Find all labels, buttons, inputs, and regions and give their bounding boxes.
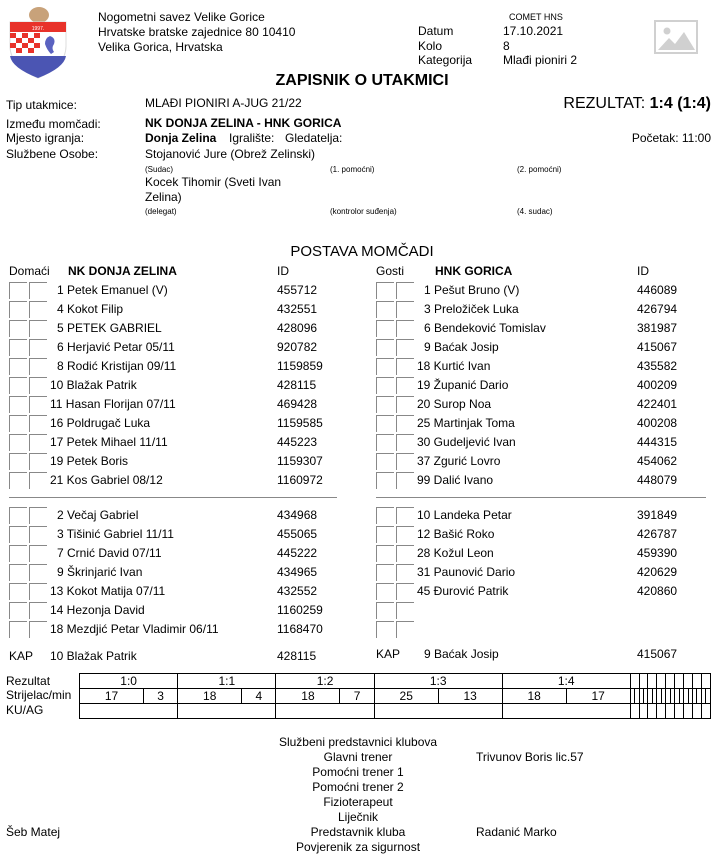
checkbox-cell[interactable] — [396, 507, 414, 524]
player-name: 9 Škrinjarić Ivan — [57, 565, 143, 579]
goals-row-label: Rezultat — [6, 674, 51, 688]
player-name: 25 Martinjak Toma — [417, 416, 515, 430]
player-name: 18 Mezdjić Petar Vladimir 06/11 — [50, 622, 219, 636]
checkbox-cell[interactable] — [376, 339, 394, 356]
goal-score-cell — [692, 674, 701, 689]
checkbox-cell[interactable] — [29, 564, 47, 581]
checkbox-cell[interactable] — [29, 339, 47, 356]
player-row — [376, 375, 716, 394]
checkbox-cell[interactable] — [9, 564, 27, 581]
player-name: 10 Blažak Patrik — [50, 378, 137, 392]
checkbox-cell[interactable] — [9, 472, 27, 489]
player-id: 446089 — [637, 283, 678, 297]
checkbox-cell[interactable] — [376, 358, 394, 375]
controller-role: (kontrolor suđenja) — [330, 207, 397, 216]
home-divider — [9, 497, 337, 498]
checkbox-cell[interactable] — [396, 358, 414, 375]
checkbox-cell[interactable] — [396, 339, 414, 356]
player-id: 455065 — [277, 527, 318, 541]
checkbox-cell[interactable] — [29, 545, 47, 562]
checkbox-cell[interactable] — [376, 621, 394, 638]
player-id: 426794 — [637, 302, 678, 316]
goal-score-cell — [639, 674, 648, 689]
checkbox-cell[interactable] — [29, 434, 47, 451]
goal-scorer-cell: 18 — [276, 689, 340, 704]
checkbox-cell[interactable] — [29, 602, 47, 619]
checkbox-cell[interactable] — [396, 621, 414, 638]
away-side-label: Gosti — [376, 264, 405, 278]
player-id: 455712 — [277, 283, 318, 297]
player-id: 400208 — [637, 416, 678, 430]
player-id: 454062 — [637, 454, 678, 468]
player-id: 1168470 — [277, 622, 323, 636]
player-id: 432551 — [277, 302, 318, 316]
player-id: 448079 — [637, 473, 678, 487]
checkbox-cell[interactable] — [29, 358, 47, 375]
official-role: Predstavnik kluba — [310, 825, 406, 839]
checkbox-cell[interactable] — [29, 507, 47, 524]
player-name: 1 Petek Emanuel (V) — [57, 283, 168, 297]
checkbox-cell[interactable] — [396, 377, 414, 394]
player-name: 6 Bendeković Tomislav — [424, 321, 546, 335]
player-row — [9, 280, 349, 299]
goal-kuag-cell — [80, 704, 178, 719]
official-role: Pomoćni trener 2 — [312, 780, 404, 794]
checkbox-cell[interactable] — [29, 472, 47, 489]
player-row — [376, 470, 716, 489]
page-title: ZAPISNIK O UTAKMICI — [275, 72, 449, 89]
checkbox-cell[interactable] — [29, 377, 47, 394]
mjesto-label: Mjesto igranja: — [6, 131, 85, 145]
player-row — [9, 394, 349, 413]
goal-kuag-cell — [684, 704, 693, 719]
result-label: REZULTAT: — [563, 95, 646, 112]
official-role: Liječnik — [337, 810, 379, 824]
away-official-name: Trivunov Boris lic.57 — [476, 750, 584, 764]
player-name: 14 Hezonja David — [50, 603, 145, 617]
checkbox-cell[interactable] — [29, 415, 47, 432]
player-id: 381987 — [637, 321, 678, 335]
checkbox-cell[interactable] — [376, 545, 394, 562]
checkbox-cell[interactable] — [376, 583, 394, 600]
checkbox-cell[interactable] — [396, 415, 414, 432]
player-id: 1159859 — [277, 359, 323, 373]
home-captain-id: 428115 — [277, 649, 317, 663]
player-id: 435582 — [637, 359, 678, 373]
player-id: 434965 — [277, 565, 318, 579]
checkbox-cell[interactable] — [376, 472, 394, 489]
checkbox-cell[interactable] — [396, 396, 414, 413]
player-row — [9, 619, 349, 638]
meta-value: 8 — [503, 38, 510, 53]
player-name: 37 Zgurić Lovro — [417, 454, 501, 468]
player-id: 920782 — [277, 340, 318, 354]
checkbox-cell[interactable] — [376, 415, 394, 432]
official-role: Povjerenik za sigurnost — [295, 840, 421, 854]
checkbox-cell[interactable] — [376, 301, 394, 318]
checkbox-cell[interactable] — [396, 434, 414, 451]
away-team-name — [435, 264, 512, 278]
goal-scorer-cell: 18 — [178, 689, 242, 704]
player-name: 21 Kos Gabriel 08/12 — [50, 473, 163, 487]
mjesto-value: Donja Zelina — [145, 131, 217, 145]
player-name: 30 Gudeljević Ivan — [417, 435, 516, 449]
checkbox-cell[interactable] — [9, 377, 27, 394]
meta-label: Kolo — [418, 38, 443, 53]
home-id-header: ID — [277, 264, 289, 278]
player-id: 400209 — [637, 378, 678, 392]
tip-label: Tip utakmice: — [6, 98, 77, 112]
player-row — [376, 619, 716, 638]
player-row — [9, 543, 349, 562]
player-row — [9, 375, 349, 394]
checkbox-cell[interactable] — [396, 282, 414, 299]
player-id: 445222 — [277, 546, 318, 560]
player-id: 1160972 — [277, 473, 323, 487]
player-row — [376, 299, 716, 318]
home-captain-name: 10 Blažak Patrik — [50, 649, 137, 663]
meta-label: Kategorija — [418, 53, 473, 67]
checkbox-cell[interactable] — [376, 507, 394, 524]
player-row — [9, 581, 349, 600]
player-row — [9, 470, 349, 489]
checkbox-cell[interactable] — [376, 320, 394, 337]
player-row — [376, 505, 716, 524]
player-row — [376, 337, 716, 356]
checkbox-cell[interactable] — [396, 472, 414, 489]
goal-score-cell — [701, 674, 710, 689]
home-team-name-text: NK DONJA ZELINA — [68, 264, 177, 278]
player-row — [9, 600, 349, 619]
player-id: 391849 — [637, 508, 678, 522]
player-name: 20 Surop Noa — [417, 397, 492, 411]
goal-kuag-cell — [178, 704, 276, 719]
player-name: 8 Rodić Kristijan 09/11 — [57, 359, 177, 373]
checkbox-cell[interactable] — [29, 396, 47, 413]
goal-score-cell — [657, 674, 666, 689]
player-id: 420629 — [637, 565, 678, 579]
org-line: Hrvatske bratske zajednice 80 10410 — [98, 25, 296, 39]
izmedju-label: Između momčadi: — [6, 117, 101, 131]
svg-text:1997.: 1997. — [31, 26, 45, 32]
checkbox-cell[interactable] — [396, 453, 414, 470]
checkbox-cell[interactable] — [396, 564, 414, 581]
player-name: 11 Hasan Florijan 07/11 — [50, 397, 176, 411]
player-name: 5 PETEK GABRIEL — [57, 321, 162, 335]
player-name: 19 Petek Boris — [50, 454, 129, 468]
player-name: 6 Herjavić Petar 05/11 — [57, 340, 175, 354]
player-row — [376, 451, 716, 470]
player-row — [9, 562, 349, 581]
player-id: 432552 — [277, 584, 318, 598]
checkbox-cell[interactable] — [29, 453, 47, 470]
player-name: 31 Paunović Dario — [417, 565, 516, 579]
checkbox-cell[interactable] — [9, 545, 27, 562]
player-id: 1159307 — [277, 454, 323, 468]
player-row — [376, 394, 716, 413]
player-row — [376, 318, 716, 337]
sluzbene-label: Službene Osobe: — [6, 147, 99, 161]
goal-scorer-cell: 17 — [80, 689, 144, 704]
player-row — [376, 543, 716, 562]
player-row — [376, 356, 716, 375]
player-row — [376, 581, 716, 600]
checkbox-cell[interactable] — [9, 526, 27, 543]
checkbox-cell[interactable] — [396, 526, 414, 543]
player-name: 3 Preložiček Luka — [424, 302, 519, 316]
goal-minute-cell — [706, 689, 711, 704]
checkbox-cell[interactable] — [9, 320, 27, 337]
goal-score-cell: 1:2 — [276, 674, 374, 689]
checkbox-cell[interactable] — [396, 545, 414, 562]
player-id: 434968 — [277, 508, 318, 522]
lineup-title: POSTAVA MOMČADI — [290, 243, 434, 260]
organization-address — [98, 10, 295, 55]
player-row — [376, 432, 716, 451]
kickoff-time: Početak: 11:00 — [631, 131, 711, 145]
goals-row-label: Strijelac/min — [6, 688, 72, 702]
player-name: 45 Đurović Patrik — [417, 584, 509, 598]
goal-kuag-cell — [630, 704, 639, 719]
checkbox-cell[interactable] — [376, 396, 394, 413]
assistant1-role: (1. pomoćni) — [330, 165, 375, 174]
player-name: 7 Crnić David 07/11 — [57, 546, 162, 560]
away-captain-name: 9 Baćak Josip — [424, 647, 499, 661]
checkbox-cell[interactable] — [29, 526, 47, 543]
checkbox-cell[interactable] — [376, 526, 394, 543]
goal-score-cell: 1:1 — [178, 674, 276, 689]
player-id: 1159585 — [277, 416, 323, 430]
checkbox-cell[interactable] — [9, 415, 27, 432]
player-name: 99 Dalić Ivano — [417, 473, 494, 487]
player-name: 28 Kožul Leon — [417, 546, 494, 560]
goal-kuag-cell — [639, 704, 648, 719]
goal-kuag-cell — [648, 704, 657, 719]
away-team-name-text: HNK GORICA — [435, 264, 513, 278]
player-name: 2 Večaj Gabriel — [57, 508, 139, 522]
checkbox-cell[interactable] — [9, 453, 27, 470]
checkbox-cell[interactable] — [9, 621, 27, 638]
player-row — [9, 505, 349, 524]
goal-kuag-cell — [675, 704, 684, 719]
checkbox-cell[interactable] — [29, 583, 47, 600]
goal-score-cell: 1:0 — [80, 674, 178, 689]
player-row — [376, 600, 716, 619]
checkbox-cell[interactable] — [376, 434, 394, 451]
official-role: Pomoćni trener 1 — [312, 765, 404, 779]
goal-minute-cell: 4 — [242, 689, 276, 704]
org-line: Velika Gorica, Hrvatska — [98, 40, 223, 54]
club-logo — [6, 6, 70, 80]
checkbox-cell[interactable] — [376, 377, 394, 394]
goal-kuag-cell — [374, 704, 502, 719]
checkbox-cell[interactable] — [376, 602, 394, 619]
goal-kuag-cell — [666, 704, 675, 719]
checkbox-cell[interactable] — [396, 301, 414, 318]
goals-row-label: KU/AG — [6, 703, 44, 717]
tip-value: MLAĐI PIONIRI A-JUG 21/22 — [145, 96, 302, 110]
officials-title: Službeni predstavnici klubova — [278, 735, 438, 749]
goals-scorer-row — [80, 689, 711, 704]
player-name: 19 Županić Dario — [417, 378, 509, 392]
player-id: 428115 — [277, 378, 317, 392]
player-name: 13 Kokot Matija 07/11 — [50, 584, 166, 598]
checkbox-cell[interactable] — [376, 282, 394, 299]
goal-scorer-cell: 18 — [502, 689, 566, 704]
checkbox-cell[interactable] — [396, 320, 414, 337]
player-row — [376, 280, 716, 299]
image-placeholder-icon — [654, 20, 698, 54]
official-role: Glavni trener — [323, 750, 393, 764]
away-id-header: ID — [637, 264, 649, 278]
delegate-name-line2: Zelina) — [145, 190, 182, 204]
referee-name: Stojanović Jure (Obrež Zelinski) — [145, 147, 316, 161]
goals-score-row — [80, 674, 711, 689]
goals-table — [79, 673, 711, 719]
checkbox-cell[interactable] — [9, 434, 27, 451]
player-row — [9, 524, 349, 543]
player-name: 3 Tišinić Gabriel 11/11 — [57, 527, 174, 541]
gledatelja-label: Gledatelja: — [285, 131, 343, 145]
checkbox-cell[interactable] — [9, 583, 27, 600]
goal-kuag-cell — [657, 704, 666, 719]
player-name: 4 Kokot Filip — [57, 302, 124, 316]
checkbox-cell[interactable] — [376, 564, 394, 581]
home-captain-label: KAP — [9, 649, 34, 663]
goal-kuag-cell — [701, 704, 710, 719]
goal-score-cell: 1:3 — [374, 674, 502, 689]
player-id: 445223 — [277, 435, 318, 449]
goal-kuag-cell — [502, 704, 630, 719]
checkbox-cell[interactable] — [29, 301, 47, 318]
goal-kuag-cell — [276, 704, 374, 719]
official-role: Fizioterapeut — [323, 795, 393, 809]
igraliste-label: Igralište: — [229, 131, 275, 145]
player-row — [9, 337, 349, 356]
checkbox-cell[interactable] — [9, 339, 27, 356]
org-line: Nogometni savez Velike Gorice — [98, 10, 265, 24]
player-id: 426787 — [637, 527, 678, 541]
player-row — [9, 356, 349, 375]
player-id: 444315 — [637, 435, 678, 449]
checkbox-cell[interactable] — [9, 301, 27, 318]
result — [563, 95, 711, 113]
player-name: 18 Kurtić Ivan — [417, 359, 491, 373]
player-id: 420860 — [637, 584, 678, 598]
checkbox-cell[interactable] — [29, 320, 47, 337]
meta-label: Datum — [418, 24, 454, 38]
player-row — [376, 413, 716, 432]
player-row — [9, 451, 349, 470]
fourth-official-role: (4. sudac) — [517, 207, 553, 216]
away-captain-id: 415067 — [637, 647, 678, 661]
goal-score-cell: 1:4 — [502, 674, 630, 689]
player-name: 12 Bašić Roko — [417, 527, 495, 541]
goal-minute-cell: 17 — [566, 689, 630, 704]
result-value: 1:4 (1:4) — [649, 95, 711, 112]
player-id: 415067 — [637, 340, 678, 354]
teams-value: NK DONJA ZELINA - HNK GORICA — [145, 116, 342, 130]
away-official-name: Radanić Marko — [476, 825, 557, 839]
player-id: 1160259 — [277, 603, 323, 617]
home-side-label: Domaći — [9, 264, 50, 278]
goal-score-cell — [648, 674, 657, 689]
goal-score-cell — [630, 674, 639, 689]
goal-scorer-cell: 25 — [374, 689, 438, 704]
player-name: 10 Landeka Petar — [417, 508, 512, 522]
home-official-name: Šeb Matej — [6, 825, 61, 839]
goal-score-cell — [684, 674, 693, 689]
player-name: 1 Pešut Bruno (V) — [424, 283, 520, 297]
meta-value: 17.10.2021 — [503, 24, 564, 38]
player-name: 16 Poldrugač Luka — [50, 416, 151, 430]
goal-minute-cell: 7 — [340, 689, 374, 704]
goal-score-cell — [666, 674, 675, 689]
assistant2-role: (2. pomoćni) — [517, 165, 562, 174]
checkbox-cell[interactable] — [9, 282, 27, 299]
checkbox-cell[interactable] — [29, 282, 47, 299]
goal-score-cell — [675, 674, 684, 689]
player-row — [376, 562, 716, 581]
away-divider — [376, 497, 706, 498]
player-name: 9 Baćak Josip — [424, 340, 499, 354]
delegate-name-line1: Kocek Tihomir (Sveti Ivan — [145, 175, 282, 189]
delegate-role: (delegat) — [145, 207, 177, 216]
checkbox-cell[interactable] — [376, 453, 394, 470]
player-id: 428096 — [277, 321, 318, 335]
away-captain-label: KAP — [376, 647, 401, 661]
goal-minute-cell: 3 — [143, 689, 177, 704]
player-name: 17 Petek Mihael 11/11 — [50, 435, 168, 449]
goal-kuag-cell — [692, 704, 701, 719]
player-row — [9, 413, 349, 432]
checkbox-cell[interactable] — [9, 358, 27, 375]
player-row — [9, 432, 349, 451]
checkbox-cell[interactable] — [396, 583, 414, 600]
player-row — [376, 524, 716, 543]
goals-kuag-row — [80, 704, 711, 719]
comet-label: COMET HNS — [509, 12, 563, 22]
goal-minute-cell: 13 — [438, 689, 502, 704]
checkbox-cell[interactable] — [29, 621, 47, 638]
checkbox-cell[interactable] — [9, 602, 27, 619]
checkbox-cell[interactable] — [9, 396, 27, 413]
match-meta — [418, 24, 577, 68]
checkbox-cell[interactable] — [396, 602, 414, 619]
player-id: 422401 — [637, 397, 678, 411]
home-team-name — [68, 264, 177, 278]
player-id: 469428 — [277, 397, 318, 411]
player-row — [9, 318, 349, 337]
meta-value: Mlađi pioniri 2 — [503, 53, 578, 67]
player-id: 459390 — [637, 546, 678, 560]
referee-role: (Sudac) — [145, 165, 174, 174]
logo-ball-icon — [29, 7, 49, 23]
checkbox-cell[interactable] — [9, 507, 27, 524]
player-row — [9, 299, 349, 318]
